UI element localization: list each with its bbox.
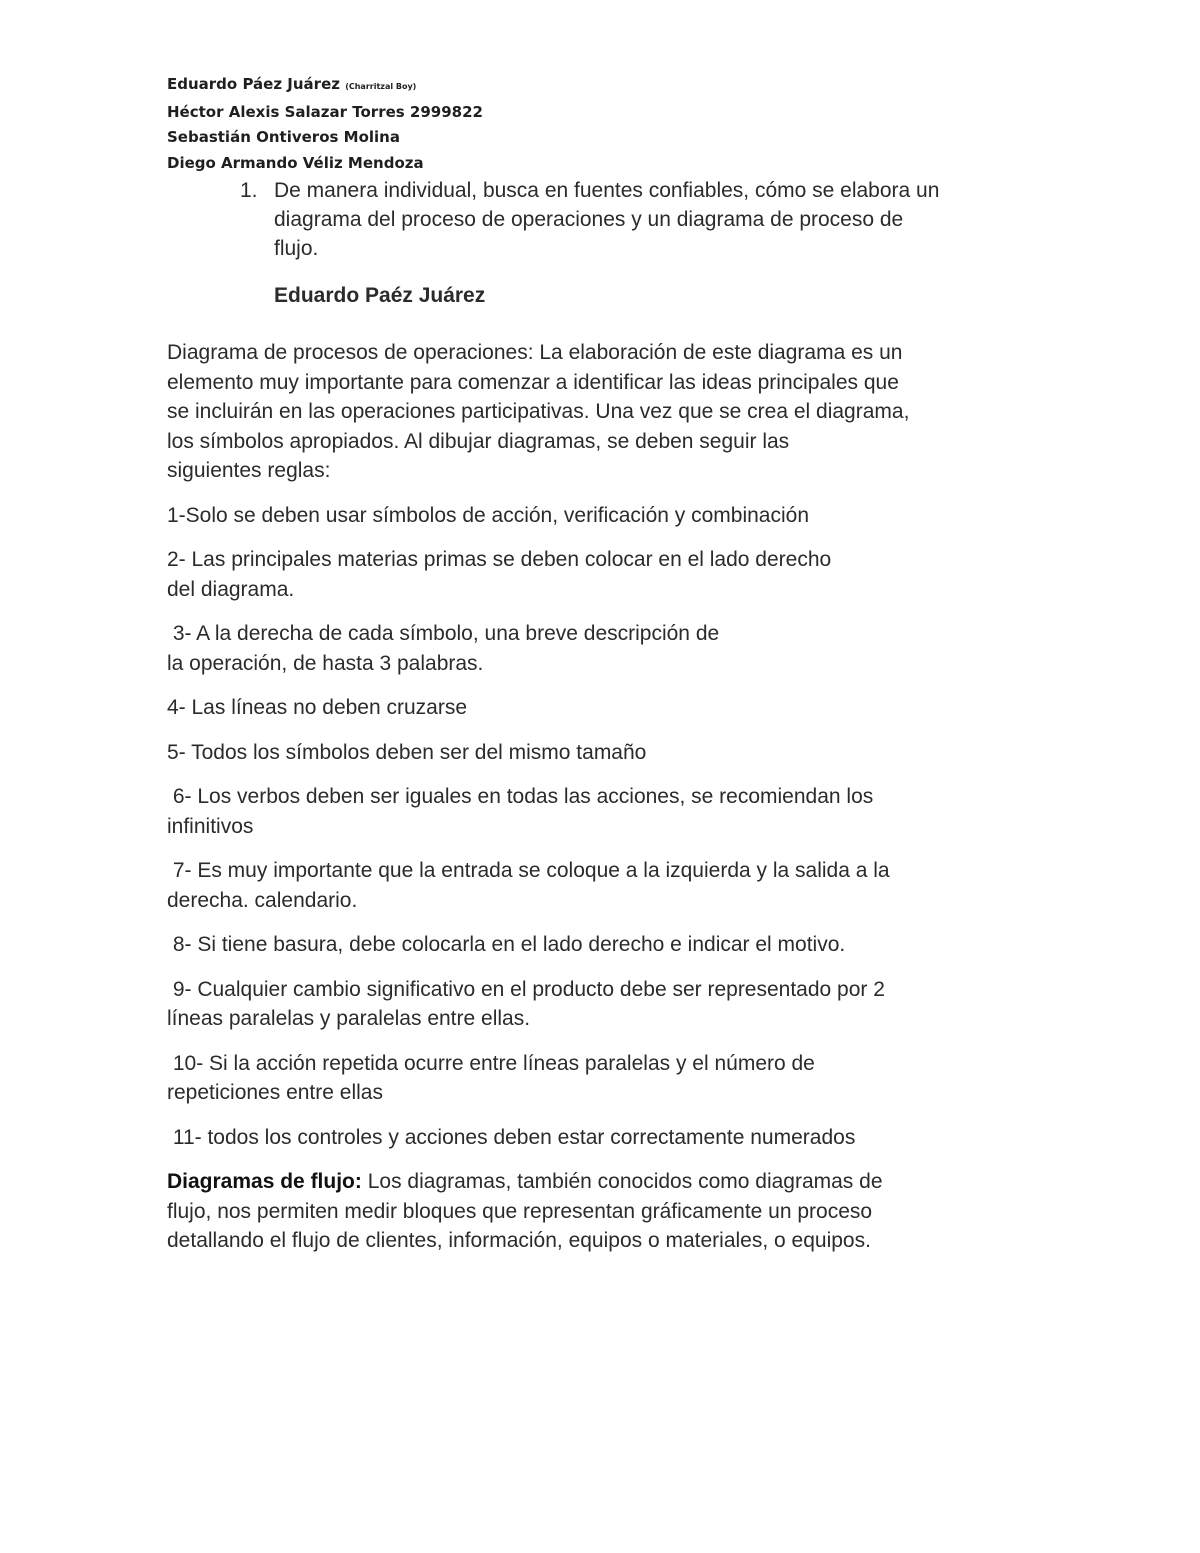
flow-diagram-label: Diagramas de flujo: [167, 1170, 362, 1193]
flow-text: Los diagramas, también conocidos como diagramas de [361, 1170, 883, 1193]
text-line: 8- Si tiene basura, debe colocarla en el lado derecho e indicar el motivo. [167, 933, 846, 956]
author-line [167, 125, 483, 151]
task-text [274, 176, 1034, 263]
text-line: 1-Solo se deben usar símbolos de acción, verificación y combinación [167, 503, 810, 527]
text-line: 11- todos los controles y acciones deben estar correctamente numerados [167, 1125, 856, 1149]
rule-8 [167, 930, 1027, 960]
author-name: Eduardo Páez Juárez [167, 75, 340, 93]
rule-5 [167, 738, 1027, 768]
text-line: la operación, de hasta 3 palabras. [167, 651, 484, 675]
task-item [240, 176, 1040, 263]
text-line: 4- Las líneas no deben cruzarse [167, 696, 468, 719]
task-number: 1. [240, 179, 258, 202]
text-line: 7- Es muy importante que la entrada se coloque a la izquierda y la salida a la [167, 859, 890, 882]
rule-6 [167, 782, 1027, 841]
section-heading: Eduardo Paéz Juárez [274, 284, 486, 307]
author-name: Diego Armando Véliz Mendoza [167, 153, 424, 172]
text-line: derecha. calendario. [167, 888, 358, 912]
author-nickname: (Charritzal Boy) [345, 82, 417, 91]
text-line: 2- Las principales materias primas se deben colocar en el lado derecho [167, 548, 832, 571]
text-line: repeticiones entre ellas [167, 1081, 383, 1104]
rule-10 [167, 1049, 1027, 1108]
text-line: flujo, nos permiten medir bloques que representan gráficamente un proceso [167, 1199, 873, 1223]
author-line [167, 72, 483, 100]
author-line [167, 100, 483, 126]
task-line: diagrama del proceso de operaciones y un diagrama de proceso de [274, 208, 904, 231]
text-line: 10- Si la acción repetida ocurre entre líneas paralelas y el número de [167, 1051, 815, 1075]
text-line: líneas paralelas y paralelas entre ellas. [167, 1007, 531, 1030]
text-line: siguientes reglas: [167, 459, 331, 482]
text-line: elemento muy importante para comenzar a identificar las ideas principales que [167, 370, 899, 394]
rule-2 [167, 545, 1027, 604]
rule-11 [167, 1123, 1027, 1153]
text-line: Diagrama de procesos de operaciones: La elaboración de este diagrama es un [167, 341, 903, 364]
rule-9 [167, 975, 1027, 1034]
author-name: Héctor Alexis Salazar Torres 2999822 [167, 102, 483, 121]
text-line: 9- Cualquier cambio significativo en el producto debe ser representado por 2 [167, 977, 885, 1001]
rule-4 [167, 693, 1027, 723]
text-line: 5- Todos los símbolos deben ser del mismo tamaño [167, 740, 647, 764]
text-line: los símbolos apropiados. Al dibujar diagramas, se deben seguir las [167, 429, 790, 453]
text-line: detallando el flujo de clientes, información, equipos o materiales, o equipos. [167, 1229, 871, 1252]
text-line: 3- A la derecha de cada símbolo, una breve descripción de [167, 622, 720, 645]
main-content [167, 338, 1027, 1256]
text-line: del diagrama. [167, 577, 295, 601]
text-line [167, 1167, 1027, 1197]
author-list [167, 72, 483, 176]
rule-3 [167, 619, 1027, 678]
author-name: Sebastián Ontiveros Molina [167, 128, 400, 146]
rule-7 [167, 856, 1027, 915]
text-line: se incluirán en las operaciones participativas. Una vez que se crea el diagrama, [167, 400, 910, 423]
rule-1 [167, 501, 1027, 531]
author-line [167, 151, 483, 177]
flow-diagram-paragraph [167, 1167, 1027, 1256]
text-line: infinitivos [167, 814, 254, 838]
text-line: 6- Los verbos deben ser iguales en todas las acciones, se recomiendan los [167, 785, 874, 808]
task-line: flujo. [274, 237, 319, 260]
task-line: De manera individual, busca en fuentes confiables, cómo se elabora un [274, 179, 940, 202]
intro-paragraph [167, 338, 1027, 486]
